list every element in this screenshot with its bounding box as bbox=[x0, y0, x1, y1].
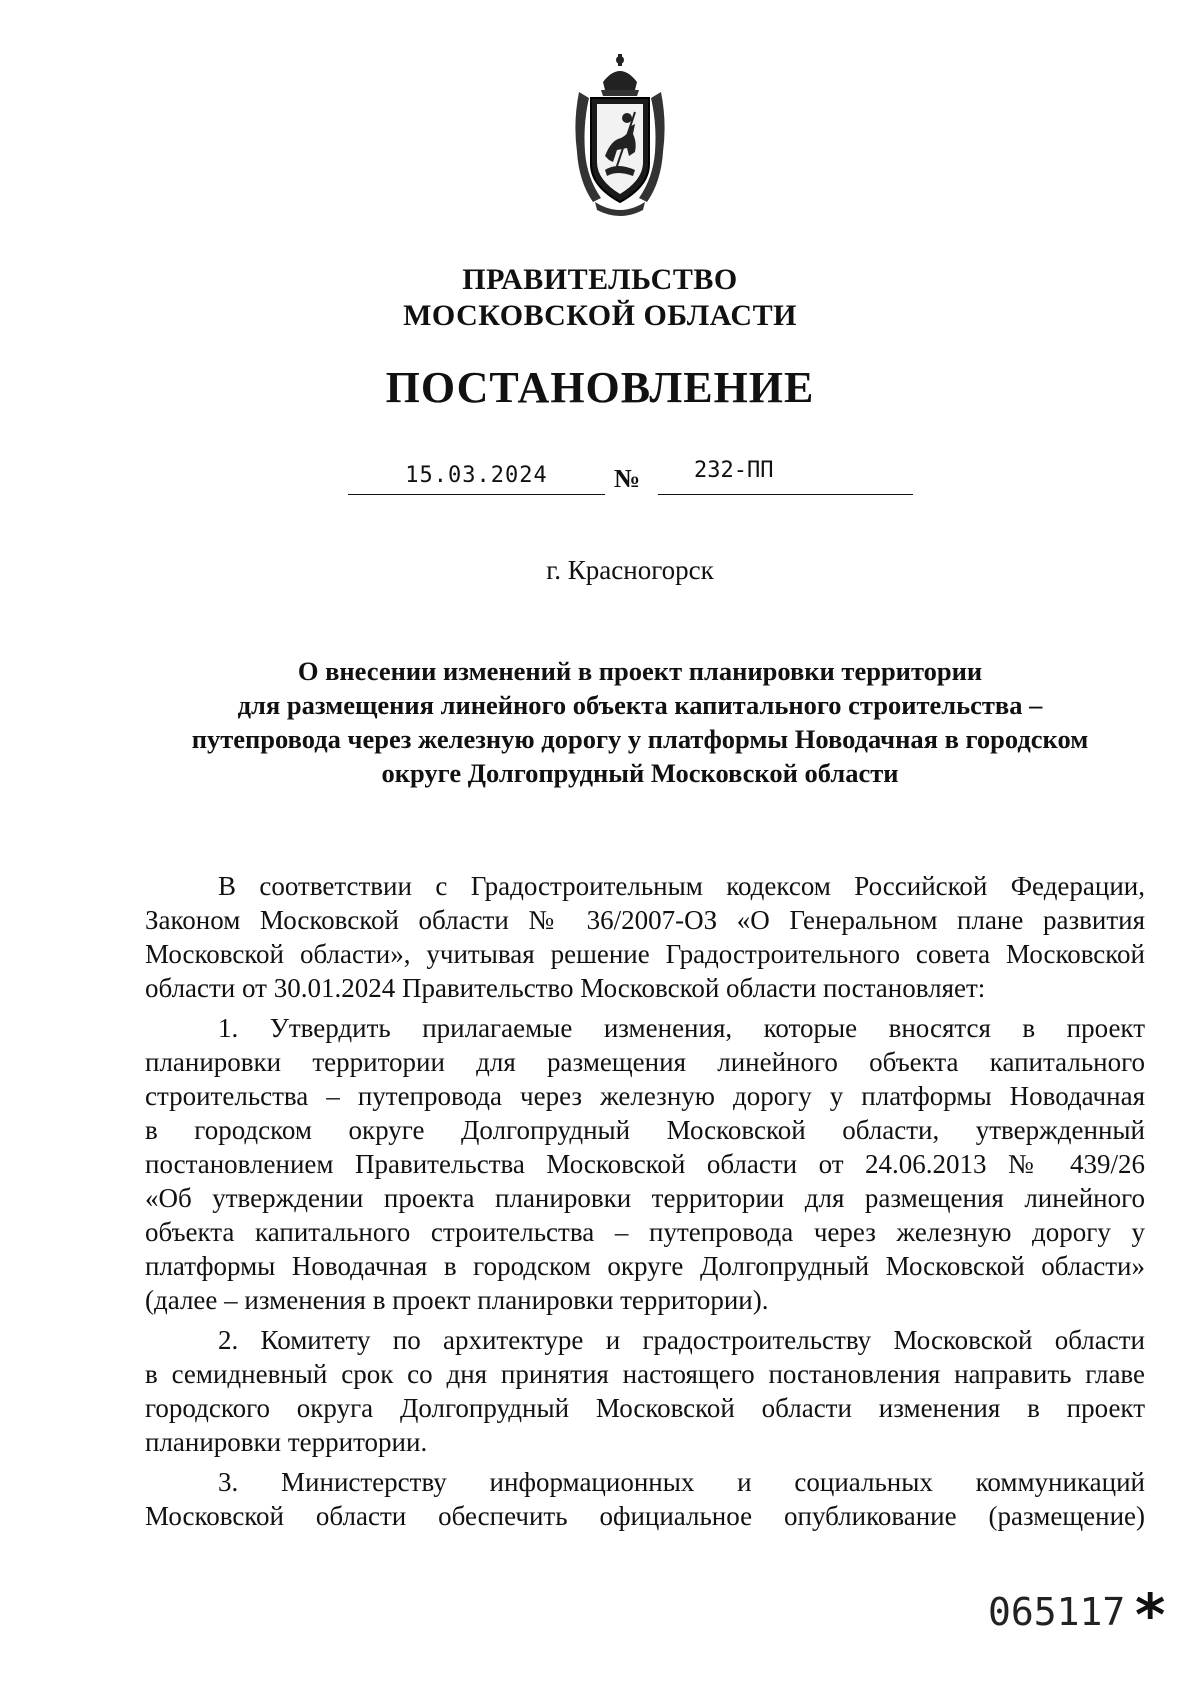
text-line: городского округа Долгопрудный Московской области изменения в проект bbox=[145, 1393, 1145, 1423]
text-line: 2. Комитету по архитектуре и градостроительству Московской области bbox=[218, 1325, 1145, 1355]
text-line: объекта капитального строительства – путепровода через железную дорогу у bbox=[145, 1217, 1145, 1247]
text-line: планировки территории для размещения линейного объекта капитального bbox=[145, 1047, 1145, 1077]
document-body bbox=[145, 869, 1145, 1533]
text-line: Московской области обеспечить официальное опубликование (размещение) bbox=[145, 1501, 1145, 1531]
item-1-paragraph bbox=[145, 1011, 1145, 1317]
text-line: В соответствии с Градостроительным кодексом Российской Федерации, bbox=[218, 871, 1145, 901]
document-type-heading: ПОСТАНОВЛЕНИЕ bbox=[385, 363, 815, 412]
government-name-line-1: ПРАВИТЕЛЬСТВО bbox=[462, 263, 738, 296]
text-line: «Об утверждении проекта планировки территории для размещения линейного bbox=[145, 1183, 1145, 1213]
government-name-line-2: МОСКОВСКОЙ ОБЛАСТИ bbox=[403, 299, 797, 332]
city-location: г. Красногорск bbox=[546, 555, 714, 585]
title-line: О внесении изменений в проект планировки территории bbox=[297, 656, 983, 686]
title-line: округе Долгопрудный Московской области bbox=[381, 758, 899, 788]
text-line: (далее – изменения в проект планировки территории). bbox=[145, 1285, 769, 1315]
date-underline bbox=[348, 494, 605, 495]
number-underline bbox=[658, 494, 913, 495]
text-line: 3. Министерству информационных и социальных коммуникаций bbox=[218, 1467, 1145, 1497]
text-line: в семидневный срок со дня принятия настоящего постановления направить главе bbox=[145, 1359, 1145, 1389]
text-line: области от 30.01.2024 Правительство Московской области постановляет: bbox=[145, 973, 986, 1003]
document-title bbox=[140, 654, 1140, 790]
title-line: путепровода через железную дорогу у платформы Новодачная в городском bbox=[191, 724, 1089, 754]
text-line: Законом Московской области № 36/2007-ОЗ «О Генеральном плане развития bbox=[145, 905, 1145, 935]
item-3-paragraph bbox=[145, 1465, 1145, 1533]
text-line: Московской области», учитывая решение Градостроительного совета Московской bbox=[145, 939, 1145, 969]
title-line: для размещения линейного объекта капитального строительства – bbox=[237, 690, 1043, 720]
text-line: 1. Утвердить прилагаемые изменения, которые вносятся в проект bbox=[218, 1013, 1145, 1043]
document-serial-number: 065117 bbox=[988, 1590, 1126, 1634]
preamble-paragraph bbox=[145, 869, 1145, 1005]
document-number: 232-ПП bbox=[694, 458, 774, 483]
text-line: строительства – путепровода через железную дорогу у платформы Новодачная bbox=[145, 1081, 1145, 1111]
number-sign: № bbox=[614, 464, 641, 493]
asterisk-mark: * bbox=[1135, 1581, 1166, 1649]
text-line: в городском округе Долгопрудный Московской области, утвержденный bbox=[145, 1115, 1145, 1145]
item-2-paragraph bbox=[145, 1323, 1145, 1459]
coat-of-arms-emblem bbox=[565, 52, 675, 216]
document-date: 15.03.2024 bbox=[405, 463, 548, 488]
text-line: постановлением Правительства Московской области от 24.06.2013 № 439/26 bbox=[145, 1149, 1145, 1179]
text-line: платформы Новодачная в городском округе Долгопрудный Московской области» bbox=[145, 1251, 1145, 1281]
text-line: планировки территории. bbox=[145, 1427, 428, 1457]
